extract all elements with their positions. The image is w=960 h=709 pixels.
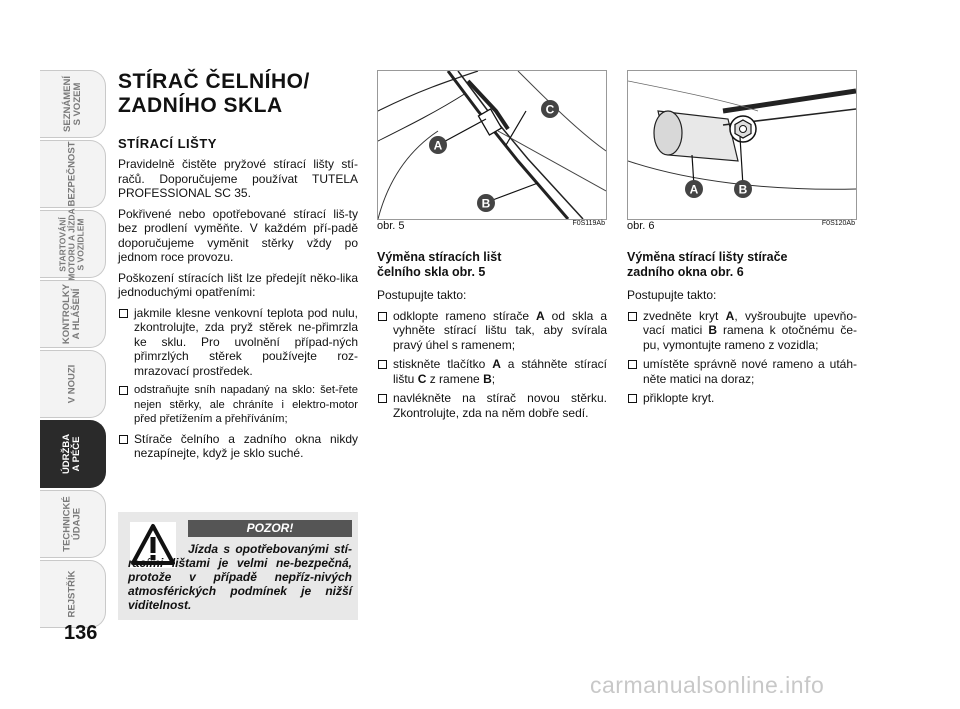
key-letter: A	[725, 308, 735, 323]
figure-code: F0S120Ab	[821, 220, 855, 227]
key-letter: A	[492, 357, 501, 371]
step-text: stiskněte tlačítko	[393, 357, 493, 371]
section-subtitle: STÍRACÍ LIŠTY	[118, 136, 217, 151]
tab-kontrolky[interactable]	[40, 280, 106, 348]
title-line: STÍRAČ ČELNÍHO/	[118, 70, 310, 93]
step-text: zvedněte kryt	[643, 308, 726, 323]
title-line: ZADNÍHO SKLA	[118, 94, 283, 117]
intro-column	[118, 70, 358, 466]
tab-label: STARTOVÁNÍ MOTORU A JÍZDA S VOZIDLEM	[58, 207, 87, 281]
list-item	[627, 391, 857, 406]
tab-udrzba[interactable]	[40, 420, 106, 488]
tab-rejstrik[interactable]	[40, 560, 106, 628]
front-heading	[377, 250, 607, 280]
tab-startovani[interactable]	[40, 207, 106, 281]
front-steps-list	[377, 309, 607, 421]
page-number: 136	[64, 622, 98, 644]
warning-box	[118, 512, 358, 620]
front-wiper-column	[377, 250, 607, 425]
list-item: jakmile klesne venkovní teplota pod nulu, zkontrolujte, zda pryž stěrek ne-přimrzla ke sklu. Pro uvolnění případ-ných přimrzlých stěrek používejte roz-mrazovací prostředek.	[118, 306, 358, 379]
tab-technicke[interactable]	[40, 490, 106, 558]
tab-label: ÚDRŽBA A PÉČE	[61, 433, 83, 475]
step-text: a stáhněte stírací lištu	[393, 357, 607, 386]
figure-6-image	[627, 70, 857, 220]
tab-v-nouzi[interactable]	[40, 350, 106, 418]
intro-text: Postupujte takto:	[377, 288, 467, 302]
step-text: odklopte rameno stírače	[393, 308, 537, 323]
list-item: odstraňujte sníh napadaný na sklo: šet-řete nejen stěrky, ale chráníte i elektro-motor před přetížením a přehříváním;	[118, 383, 358, 427]
rear-steps-list	[627, 309, 857, 406]
figure-6-caption	[627, 218, 855, 234]
step-text: umístěte správně nové rameno a utáh-něte matici na doraz;	[643, 357, 857, 386]
figure-5-caption	[377, 218, 605, 234]
tab-label: KONTROLKY A HLÁŠENÍ	[61, 283, 83, 345]
step-text: ramena k otočnému če-pu, vymontujte rameno z vozidla;	[643, 323, 857, 352]
figure-caption: obr. 5	[377, 220, 405, 232]
key-letter: B	[483, 371, 492, 386]
list-item	[377, 391, 607, 420]
list-item: Stírače čelního a zadního okna nikdy nezapínejte, když je sklo suché.	[118, 432, 358, 461]
fig5-label-c: C	[545, 102, 555, 117]
fig6-label-a: A	[689, 182, 699, 197]
step-text: navlékněte na stírač novou stěrku. Zkontrolujte, zda na něm dobře sedí.	[393, 391, 607, 420]
step-text: ;	[491, 371, 496, 386]
heading-line: zadního okna obr. 6	[627, 265, 744, 279]
tab-seznameni[interactable]	[40, 70, 106, 138]
page-title	[118, 70, 358, 118]
step-text: přiklopte kryt.	[643, 391, 715, 405]
figure-5-image	[377, 70, 607, 220]
key-letter: A	[536, 308, 545, 323]
watermark: carmanualsonline.info	[590, 672, 825, 698]
figure-caption: obr. 6	[627, 220, 655, 232]
rear-wiper-illustration	[628, 71, 856, 219]
list-item	[377, 357, 607, 386]
step-text: z ramene	[426, 371, 484, 386]
fig6-label-b: B	[738, 182, 748, 197]
intro-text: Postupujte takto:	[627, 288, 717, 302]
step-text: , vyšroubujte upevňo-vací matici	[643, 308, 858, 337]
tab-label: REJSTŘÍK	[66, 570, 78, 618]
figure-code: F0S119Ab	[572, 220, 605, 227]
tab-label: BEZPEČNOST	[66, 141, 78, 207]
heading-line: Výměna stírací lišty stírače	[627, 250, 788, 264]
wiper-blade-illustration	[378, 71, 606, 219]
tab-label: SEZNÁMENÍ S VOZEM	[61, 76, 83, 132]
tab-label: TECHNICKÉ ÚDAJE	[61, 496, 83, 552]
tab-label: V NOUZI	[66, 364, 78, 404]
rear-heading	[627, 250, 857, 280]
list-item	[377, 309, 607, 353]
paragraph: Poškození stíracích lišt lze předejít něko-lika jednoduchými opatřeními:	[118, 270, 358, 299]
key-letter: C	[417, 371, 427, 386]
list-item	[627, 357, 857, 386]
fig5-label-b: B	[481, 196, 491, 211]
list-item	[627, 309, 857, 353]
paragraph: Pokřivené nebo opotřebované stírací liš-ty bez prodlení vyměňte. V každém pří-padě doporučujeme vyměnit stěrky vždy po jednom roce provozu.	[118, 206, 358, 264]
fig5-label-a: A	[433, 138, 443, 153]
key-letter: B	[708, 323, 717, 337]
paragraph: Pravidelně čistěte pryžové stírací lišty stí-račů. Doporučujeme používat TUTELA PROFESSIONAL SC 35.	[118, 157, 358, 200]
step-text: od skla a vyhněte stírací lištu tak, aby svírala pravý úhel s ramenem;	[393, 308, 607, 352]
tab-bezpecnost[interactable]	[40, 140, 106, 208]
heading-line: čelního skla obr. 5	[377, 265, 486, 279]
tips-list	[118, 306, 358, 461]
rear-wiper-column	[627, 250, 857, 411]
warning-heading: POZOR!	[188, 520, 352, 537]
warning-text: Jízda s opotřebovanými stí-racími lištami je velmi ne-bezpečná, protože v případě nepříz-nivých atmosférických podmínek je nižší viditelnost.	[128, 542, 352, 612]
heading-line: Výměna stíracích lišt	[377, 250, 502, 264]
